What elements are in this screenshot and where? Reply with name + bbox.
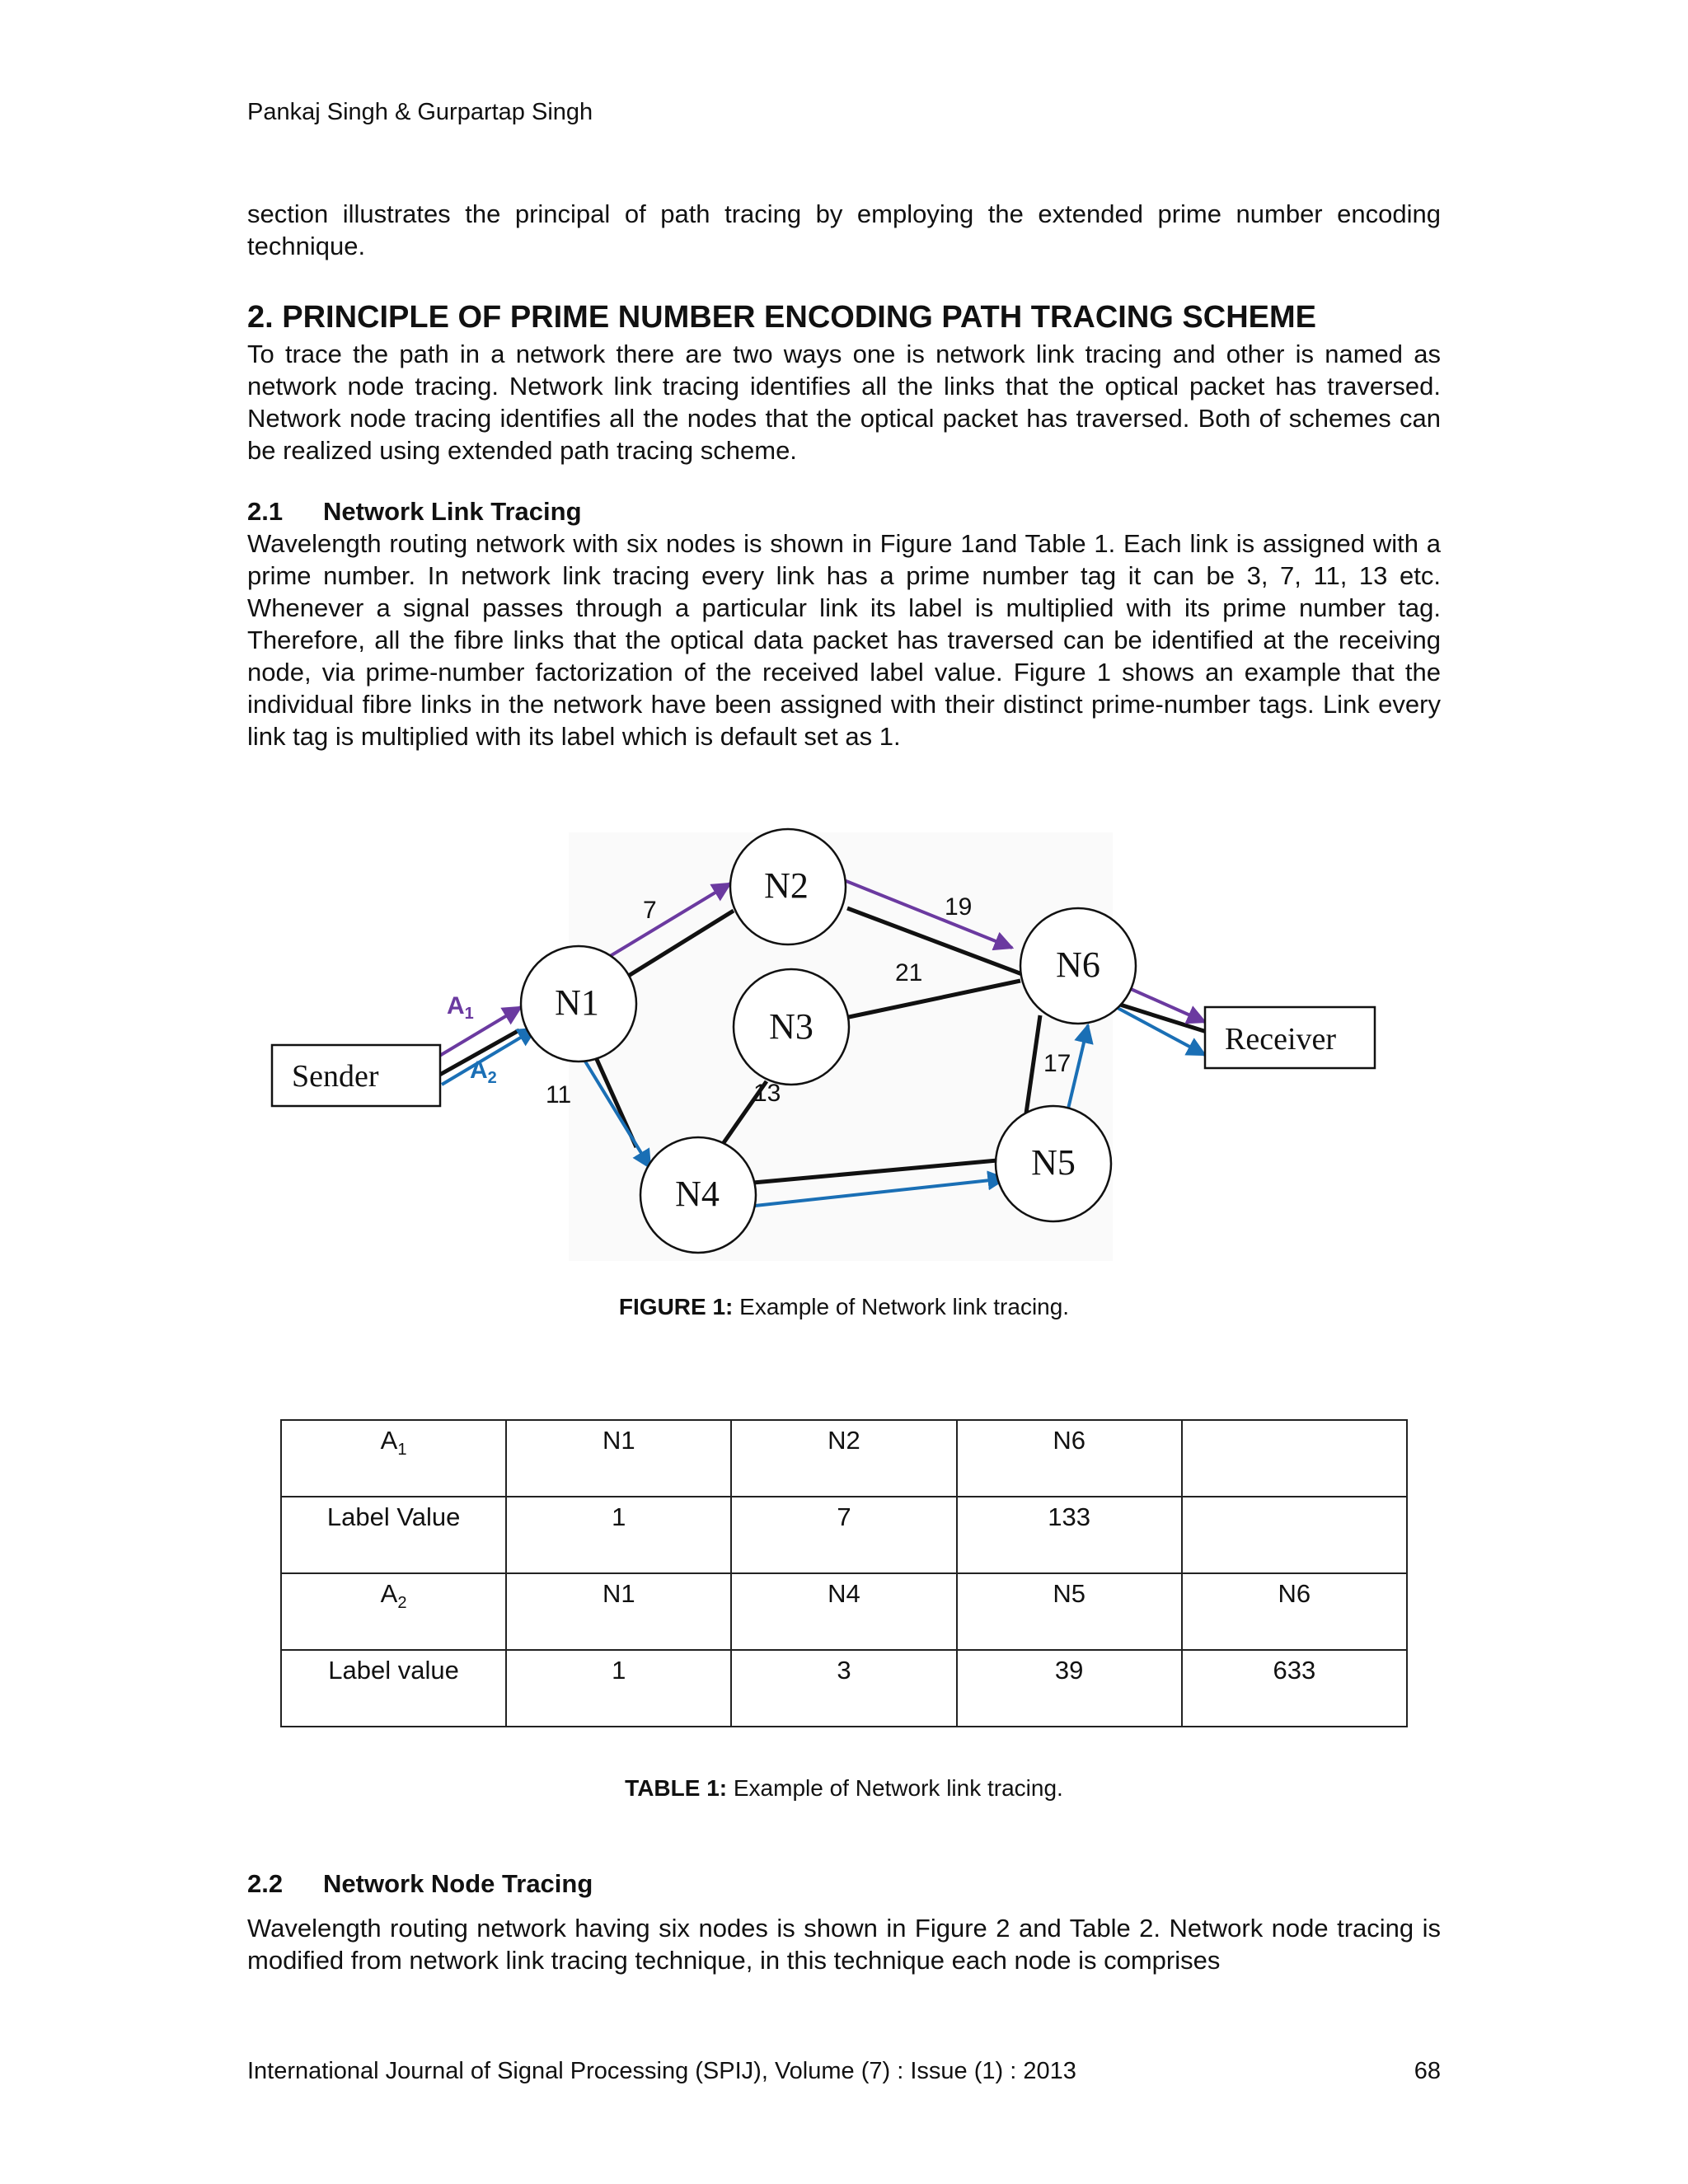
table-row	[281, 1650, 1407, 1727]
table-cell: N5	[957, 1573, 1182, 1650]
table-row	[281, 1420, 1407, 1497]
table-cell: 1	[506, 1497, 731, 1573]
node-n6-label: N6	[1056, 944, 1100, 985]
receiver-label: Receiver	[1225, 1022, 1337, 1057]
table-1	[280, 1419, 1408, 1727]
sender-label: Sender	[292, 1059, 379, 1094]
tag-n3-n4: 13	[753, 1080, 781, 1107]
section-2-heading: 2. PRINCIPLE OF PRIME NUMBER ENCODING PATH TRACING SCHEME	[247, 300, 1316, 335]
tag-n5-n6: 17	[1043, 1050, 1071, 1077]
section-2-paragraph: To trace the path in a network there are two ways one is network link tracing and other is named as network node tracing. Network link tracing identifies all the links that the optical packet has traversed. Network node tracing identifies all the nodes that the optical packet has traversed. Both of schemes can be realized using extended path tracing scheme.	[247, 340, 1441, 465]
node-n2-label: N2	[764, 865, 809, 906]
table-cell: 3	[731, 1650, 956, 1727]
table-1-caption: TABLE 1: Example of Network link tracing.	[625, 1775, 1063, 1801]
tag-n1-n2: 7	[643, 897, 657, 924]
table-row	[281, 1573, 1407, 1650]
table-cell: 39	[957, 1650, 1182, 1727]
a1-arrow-n6-receiver	[1131, 989, 1205, 1022]
table-cell: 633	[1182, 1650, 1407, 1727]
table-cell: $A_1$	[281, 1420, 506, 1497]
table-cell: 1	[506, 1650, 731, 1727]
table-cell: N6	[957, 1420, 1182, 1497]
table-cell: 7	[731, 1497, 956, 1573]
section-2-2-paragraph: Wavelength routing network having six nodes is shown in Figure 2 and Table 2. Network node tracing is modified from network link tracing technique, in this technique each node is comprises	[247, 1914, 1441, 1975]
path-a1-label: $A_1$	[447, 992, 474, 1023]
section-2-1-heading	[247, 495, 582, 527]
figure-1-network-diagram	[247, 816, 1451, 1261]
table-row	[281, 1497, 1407, 1573]
table-cell: 133	[957, 1497, 1182, 1573]
table-cell: N1	[506, 1573, 731, 1650]
tag-n1-n4: 11	[546, 1081, 572, 1108]
figure-1-caption: FIGURE 1: Example of Network link tracing.	[618, 1294, 1070, 1319]
running-header-author: Pankaj Singh & Gurpartap Singh	[247, 99, 593, 125]
node-n3-label: N3	[769, 1006, 814, 1047]
section-2-1-number: 2.1	[247, 497, 284, 526]
section-2-1-title: Network Link Tracing	[323, 497, 582, 526]
section-2-2-heading	[247, 1868, 593, 1900]
intro-paragraph: section illustrates the principal of path tracing by employing the extended prime number encoding technique.	[247, 199, 1441, 260]
node-n5-label: N5	[1031, 1142, 1076, 1183]
section-2-1-paragraph: Wavelength routing network with six nodes is shown in Figure 1and Table 1. Each link is assigned with a prime number. In network link tracing every link has a prime number tag it can be 3, 7, 11, 13 etc. Whenever a signal passes through a particular link its label is multiplied with its prime number tag. Therefore, all the fibre links that the optical data packet has traversed can be identified at the receiving node, via prime-number factorization of the received label value. Figure 1 shows an example that the individual fibre links in the network have been assigned with their distinct prime-number tags. Link every link tag is multiplied with its label which is default set as 1.	[247, 529, 1441, 751]
table-cell: $A_2$	[281, 1573, 506, 1650]
table-cell: N6	[1182, 1573, 1407, 1650]
page-number: 68	[1414, 2058, 1441, 2084]
node-n1-label: N1	[555, 982, 599, 1023]
table-cell: N2	[731, 1420, 956, 1497]
node-n4-label: N4	[675, 1174, 720, 1214]
tag-n2-n6: 19	[945, 893, 973, 921]
table-cell	[1182, 1497, 1407, 1573]
table-cell: Label value	[281, 1650, 506, 1727]
footer-journal: International Journal of Signal Processing (SPIJ), Volume (7) : Issue (1) : 2013	[247, 2058, 1076, 2084]
path-a2-label: $A_2$	[470, 1057, 497, 1087]
section-2-2-number: 2.2	[247, 1869, 284, 1898]
table-cell: N1	[506, 1420, 731, 1497]
table-cell	[1182, 1420, 1407, 1497]
section-2-2-title: Network Node Tracing	[323, 1869, 593, 1898]
table-cell: Label Value	[281, 1497, 506, 1573]
table-cell: N4	[731, 1573, 956, 1650]
tag-n3-n6: 21	[895, 959, 923, 987]
